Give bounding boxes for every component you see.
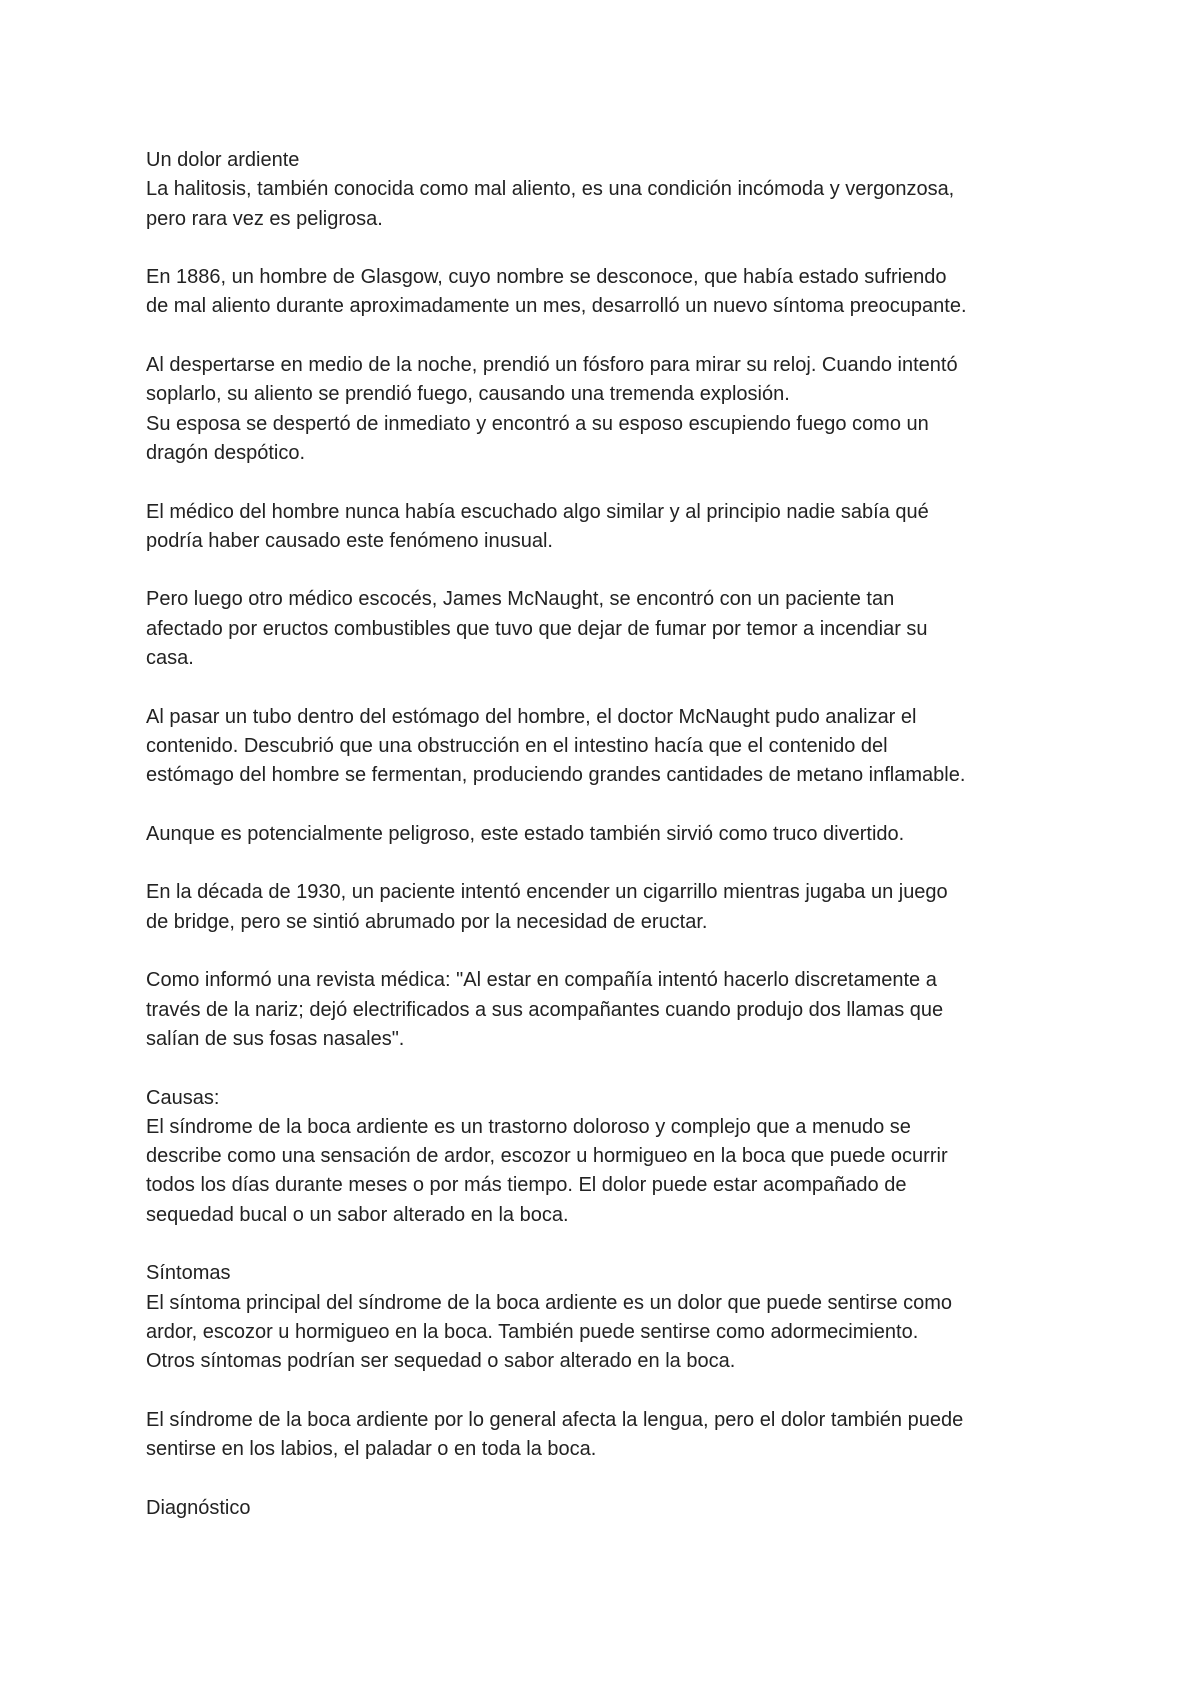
text-line: ardor, escozor u hormigueo en la boca. También puede sentirse como adormecimiento. [146,1320,919,1343]
paragraph-spacer [146,1230,1086,1259]
text-line: afectado por eructos combustibles que tuvo que dejar de fumar por temor a incendiar su [146,617,928,640]
text-line: podría haber causado este fenómeno inusual. [146,529,553,552]
text-line: La halitosis, también conocida como mal aliento, es una condición incómoda y vergonzosa, [146,178,955,201]
paragraph [146,175,1086,234]
paragraph [146,498,1086,557]
paragraph [146,820,1086,849]
text-line: describe como una sensación de ardor, escozor u hormigueo en la boca que puede ocurrir [146,1145,948,1168]
text-line: Su esposa se despertó de inmediato y encontró a su esposo escupiendo fuego como un [146,412,929,435]
text-line: todos los días durante meses o por más tiempo. El dolor puede estar acompañado de [146,1174,907,1197]
paragraph-spacer [146,1376,1086,1405]
text-line: casa. [146,647,194,670]
paragraph-spacer [146,937,1086,966]
document-body [146,175,1086,1523]
paragraph-spacer [146,468,1086,497]
text-line: Aunque es potencialmente peligroso, este estado también sirvió como truco divertido. [146,822,905,845]
paragraph-spacer [146,1464,1086,1493]
document-page [146,146,1086,1523]
text-line: Al despertarse en medio de la noche, prendió un fósforo para mirar su reloj. Cuando intentó [146,354,958,377]
text-line: dragón despótico. [146,441,306,464]
paragraph [146,351,1086,468]
text-line: El médico del hombre nunca había escuchado algo similar y al principio nadie sabía qué [146,500,929,523]
paragraph-spacer [146,556,1086,585]
text-line: de mal aliento durante aproximadamente un mes, desarrolló un nuevo síntoma preocupante. [146,295,967,318]
text-line: Diagnóstico [146,1496,251,1519]
text-line: sentirse en los labios, el paladar o en toda la boca. [146,1438,597,1461]
paragraph-spacer [146,791,1086,820]
text-line: estómago del hombre se fermentan, produciendo grandes cantidades de metano inflamable. [146,764,966,787]
text-line: contenido. Descubrió que una obstrucción en el intestino hacía que el contenido del [146,734,888,757]
paragraph [146,878,1086,937]
paragraph [146,1084,1086,1230]
paragraph-spacer [146,849,1086,878]
text-line: Pero luego otro médico escocés, James McNaught, se encontró con un paciente tan [146,588,895,611]
text-line: Al pasar un tubo dentro del estómago del hombre, el doctor McNaught pudo analizar el [146,705,917,728]
paragraph-spacer [146,1054,1086,1083]
text-line: En la década de 1930, un paciente intentó encender un cigarrillo mientras jugaba un juego [146,881,948,904]
paragraph [146,1406,1086,1465]
document-title: Un dolor ardiente [146,149,300,171]
text-line: El síndrome de la boca ardiente por lo general afecta la lengua, pero el dolor también puede [146,1408,964,1431]
text-line: El síntoma principal del síndrome de la boca ardiente es un dolor que puede sentirse como [146,1291,953,1314]
text-line: Otros síntomas podrían ser sequedad o sabor alterado en la boca. [146,1350,736,1373]
text-line: de bridge, pero se sintió abrumado por la necesidad de eructar. [146,910,708,933]
text-line: Como informó una revista médica: "Al estar en compañía intentó hacerlo discretamente a [146,969,937,992]
text-line: Síntomas [146,1262,231,1285]
paragraph-spacer [146,234,1086,263]
text-line: En 1886, un hombre de Glasgow, cuyo nombre se desconoce, que había estado sufriendo [146,266,947,289]
paragraph [146,1259,1086,1376]
text-line: salían de sus fosas nasales". [146,1027,405,1050]
text-line: través de la nariz; dejó electrificados a sus acompañantes cuando produjo dos llamas que [146,998,944,1021]
paragraph-spacer [146,322,1086,351]
paragraph [146,585,1086,673]
text-line: sequedad bucal o un sabor alterado en la boca. [146,1203,569,1226]
paragraph [146,703,1086,791]
text-line: pero rara vez es peligrosa. [146,207,383,230]
paragraph [146,966,1086,1054]
paragraph-spacer [146,673,1086,702]
paragraph [146,263,1086,322]
paragraph [146,1494,1086,1523]
text-line: Causas: [146,1086,220,1109]
text-line: El síndrome de la boca ardiente es un trastorno doloroso y complejo que a menudo se [146,1115,911,1138]
text-line: soplarlo, su aliento se prendió fuego, causando una tremenda explosión. [146,383,790,406]
